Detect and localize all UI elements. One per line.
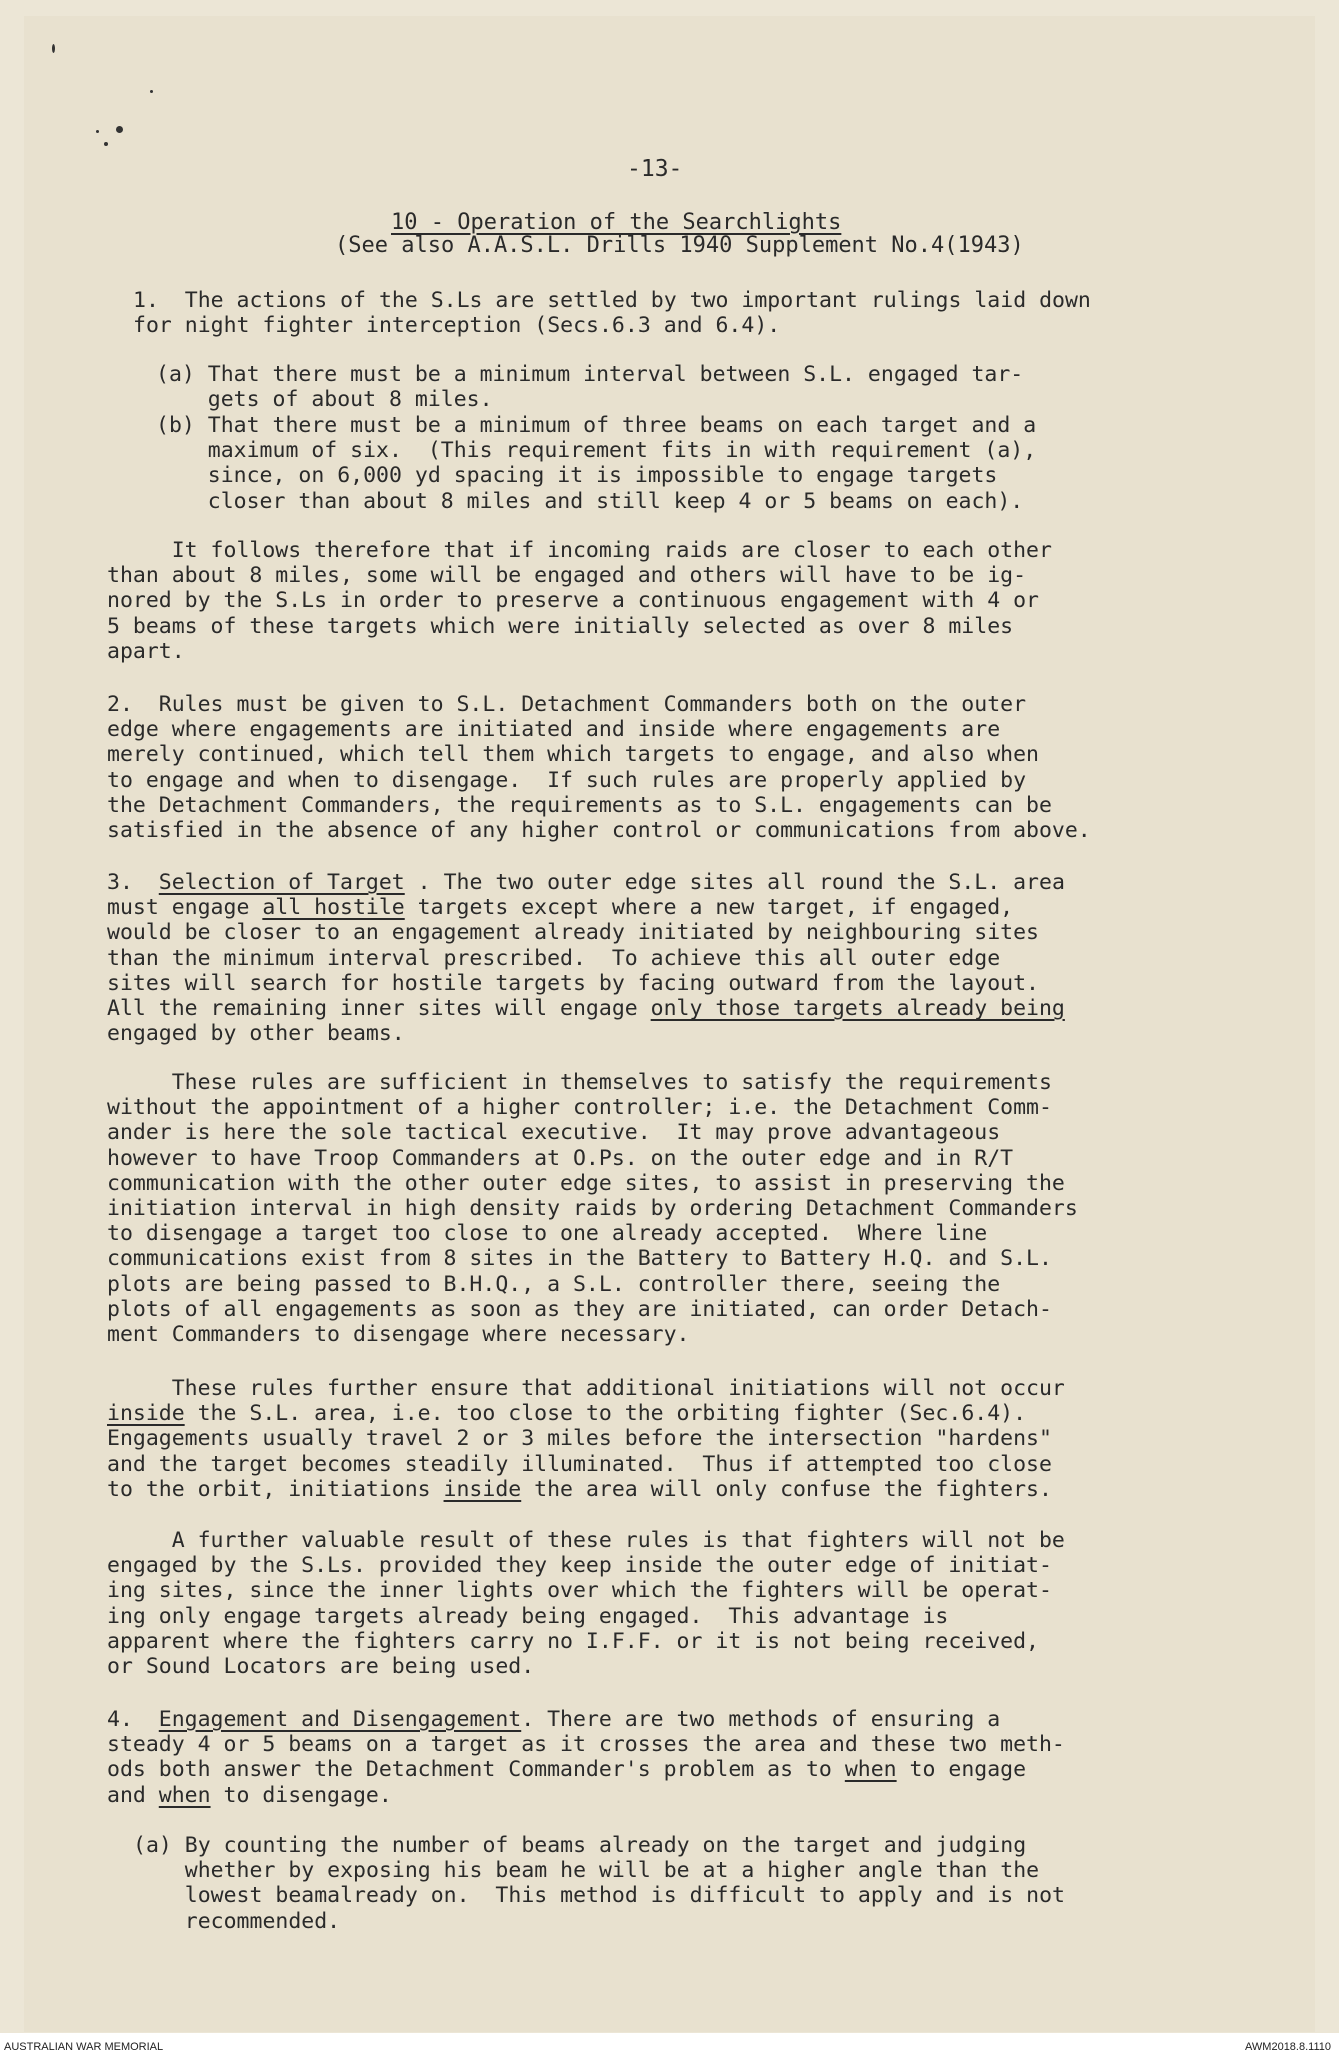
paragraph-5 [107, 1376, 1065, 1502]
page-number: -13- [627, 156, 683, 182]
emphasis-all-hostile: all hostile [262, 895, 405, 921]
emphasis-inside: inside [443, 1476, 522, 1502]
text: the area will only confuse the fighters. [521, 1476, 1052, 1502]
section-number: 4. [107, 1707, 159, 1732]
ink-speck [96, 130, 99, 133]
footer-left: AUSTRALIAN WAR MEMORIAL [4, 2041, 164, 2053]
emphasis-when: when [158, 1782, 211, 1808]
ink-speck [116, 126, 123, 133]
paragraph-2: 2. Rules must be given to S.L. Detachment Commanders both on the outer edge where engagements are initiated and inside where engagements are merely continued, which tell them which targets to engage, and also when to engage and when to disengage. If such rules are properly applied by the Detachment Commanders, the requirements as to S.L. engagements can be satisfied in the absence of any higher control or communications from above. [107, 692, 1091, 844]
text: to disengage. [210, 1782, 392, 1808]
ink-speck [52, 44, 55, 53]
heading-selection-of-target: Selection of Target [158, 870, 405, 895]
paragraph-1b: (b) That there must be a minimum of three beams on each target and a maximum of six. (This requirement fits in with requirement (a), since, on 6,000 yd spacing it is impossible to engage targets closer than about 8 miles and still keep 4 or 5 beams on each). [156, 413, 1037, 514]
emphasis-only-those: only those targets already being [650, 996, 1065, 1022]
text: the S.L. area, i.e. too close to the orbiting fighter (Sec.6.4). Engagements usually travel 2 or 3 miles before the intersection "hardens" and the target becomes steadily illuminated. Thus if attempted too close to the orbit, initiations [107, 1401, 1052, 1502]
text: targets except where a new target, if engaged, would be closer to an engagement already initiated by neighbouring sites than the minimum interval prescribed. To achieve this all outer edge sites will search for hostile targets by facing outward from the layout. All the remaining inner sites will engage [107, 895, 1039, 1022]
heading-engagement: Engagement and Disengagement [158, 1707, 522, 1732]
footer-right: AWM2018.8.1110 [1244, 2041, 1331, 2053]
text: to engage and [107, 1757, 1027, 1808]
text: engaged by other beams. [107, 1021, 405, 1047]
section-title: 10 - Operation of the Searchlights [391, 210, 842, 235]
paragraph-1a: (a) That there must be a minimum interval between S.L. engaged tar- gets of about 8 miles. [156, 362, 1024, 413]
paragraph-4: These rules are sufficient in themselves to satisfy the requirements without the appointment of a higher controller; i.e. the Detachment Comm- ander is here the sole tactical executive. It may prove advantageous however to have Troop Commanders at O.Ps. on the outer edge and in R/T communication with the other outer edge sites, to assist in preserving the initiation interval in high density raids by ordering Detachment Commanders to disengage a target too close to one already accepted. Where line communications exist from 8 sites in the Battery to Battery H.Q. and S.L. plots are being passed to B.H.Q., a S.L. controller there, seeing the plots of all engagements as soon as they are initiated, can order Detach- ment Commanders to disengage where necessary. [107, 1070, 1078, 1348]
text: . There are two methods of ensuring a steady 4 or 5 beams on a target as it crosses the area and these two meth- ods both answer the Detachment Commander's problem as to [107, 1707, 1065, 1783]
section-subtitle: (See also A.A.S.L. Drills 1940 Supplement No.4(1943) [335, 233, 1024, 258]
paragraph-1: 1. The actions of the S.Ls are settled by two important rulings laid down for night fighter interception (Secs.6.3 and 6.4). [133, 288, 1091, 339]
paragraph-7 [107, 1707, 1065, 1808]
text: These rules further ensure that additional initiations will not occur [171, 1376, 1065, 1401]
paragraph-3 [107, 870, 1065, 1046]
paragraph-6: A further valuable result of these rules is that fighters will not be engaged by the S.Ls. provided they keep inside the outer edge of initiat- ing sites, since the inner lights over which the fighters will be operat- ing only engage targets already being engaged. This advantage is apparent where the fighters carry no I.F.F. or it is not being received, or Sound Locators are being used. [107, 1528, 1065, 1680]
text: . The two outer edge sites all round the S.L. area must engage [107, 870, 1065, 921]
paragraph-1c: It follows therefore that if incoming raids are closer to each other than about 8 miles, some will be engaged and others will have to be ig- nored by the S.Ls in order to preserve a continuous engagement with 4 or 5 beams of these targets which were initially selected as over 8 miles apart. [107, 538, 1052, 664]
footer-bar [0, 2033, 1339, 2061]
paragraph-7a: (a) By counting the number of beams already on the target and judging whether by exposing his beam he will be at a higher angle than the lowest beamalready on. This method is difficult to apply and is not recommended. [133, 1833, 1065, 1934]
emphasis-inside: inside [107, 1401, 185, 1427]
section-number: 3. [107, 870, 159, 895]
ink-speck [104, 142, 108, 146]
emphasis-when: when [844, 1757, 897, 1783]
ink-speck [150, 90, 153, 93]
